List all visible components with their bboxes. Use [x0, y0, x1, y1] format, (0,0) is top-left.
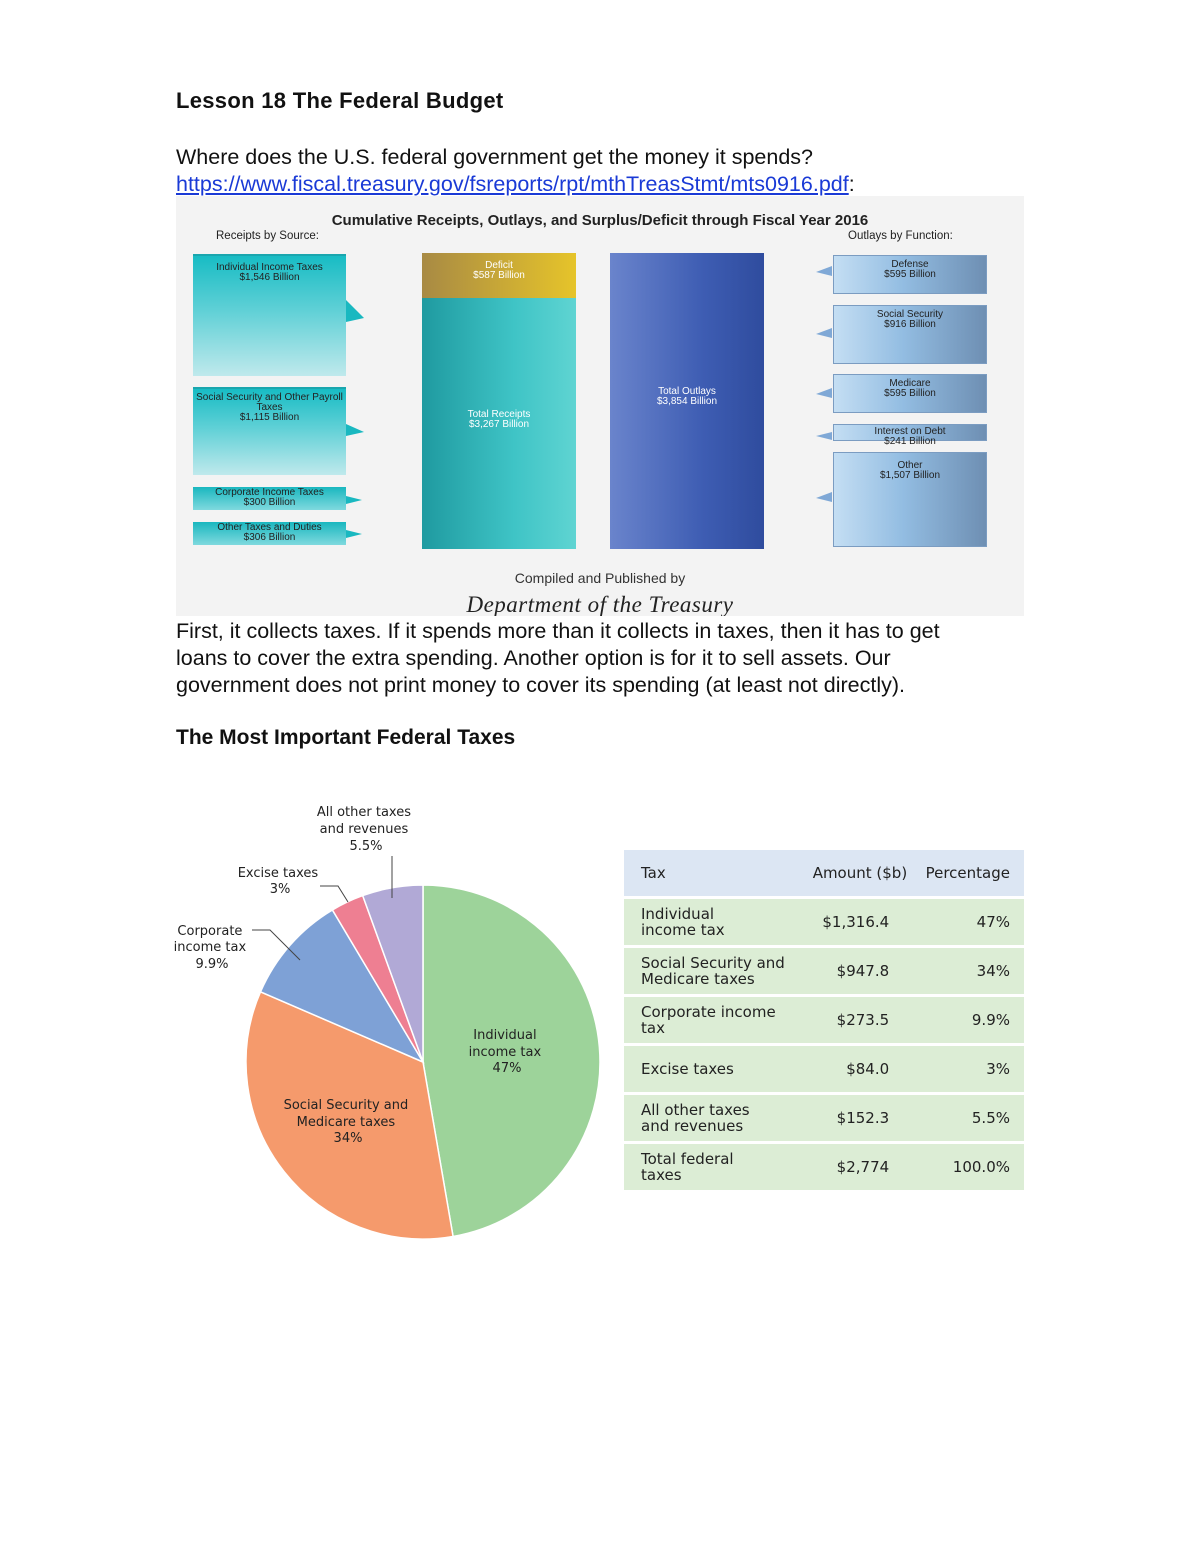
- receipt-box-individual: Individual Income Taxes $1,546 Billion: [193, 254, 346, 376]
- cell-tax-line: tax: [641, 1019, 665, 1037]
- cell-amount: $1,316.4: [802, 898, 915, 947]
- question-text: Where does the U.S. federal government get the money it spends?: [176, 145, 814, 169]
- outlays-heading: Outlays by Function:: [848, 230, 953, 242]
- treasury-report-link[interactable]: https://www.fiscal.treasury.gov/fsreports/rpt/mthTreasStmt/mts0916.pdf: [176, 172, 849, 196]
- total-outlays-bar: Total Outlays $3,854 Billion: [610, 253, 764, 549]
- cell-amount: $2,774: [802, 1143, 915, 1191]
- label-individual-income-tax: Individual income tax 47%: [468, 1028, 542, 1076]
- cell-tax-line: Corporate income: [641, 1003, 776, 1021]
- table-row: [624, 1045, 1024, 1094]
- paragraph-line-3: government does not print money to cover its spending (at least not directly).: [176, 673, 905, 697]
- source-line: [176, 171, 855, 198]
- cell-tax: [624, 947, 802, 996]
- cell-tax: [624, 996, 802, 1045]
- cell-tax-line: taxes: [641, 1166, 682, 1184]
- federal-taxes-table: [624, 850, 1024, 1190]
- cell-percentage: 9.9%: [915, 996, 1024, 1045]
- cell-tax: [624, 1094, 802, 1143]
- cell-tax-line: Total federal: [641, 1150, 734, 1168]
- cell-tax-line: All other taxes: [641, 1101, 750, 1119]
- cell-tax-line: and revenues: [641, 1117, 744, 1135]
- outlay-box-other: Other $1,507 Billion: [833, 452, 987, 547]
- receipts-heading: Receipts by Source:: [216, 230, 319, 242]
- cell-tax-line: Excise taxes: [641, 1060, 734, 1078]
- outlay-box-social-security: Social Security $916 Billion: [833, 305, 987, 364]
- receipt-box-other: Other Taxes and Duties $306 Billion: [193, 522, 346, 545]
- treasury-budget-figure: [176, 196, 1024, 616]
- cell-percentage: 100.0%: [915, 1143, 1024, 1191]
- outlay-box-medicare: Medicare $595 Billion: [833, 374, 987, 413]
- paragraph-line-2: loans to cover the extra spending. Another option is for it to sell assets. Our: [176, 646, 891, 670]
- compiled-by-text: Compiled and Published by: [514, 570, 686, 586]
- cell-tax: [624, 1045, 802, 1094]
- deficit-bar: Deficit $587 Billion: [422, 253, 576, 298]
- header-percentage: Percentage: [915, 850, 1024, 898]
- cell-amount: $84.0: [802, 1045, 915, 1094]
- cell-tax: [624, 1143, 802, 1191]
- cell-amount: $273.5: [802, 996, 915, 1045]
- table-header-row: [624, 850, 1024, 898]
- cell-tax-line: Social Security and: [641, 954, 785, 972]
- cell-tax: [624, 898, 802, 947]
- total-receipts-bar: Total Receipts $3,267 Billion: [422, 298, 576, 549]
- link-suffix: :: [848, 172, 855, 196]
- table-row: [624, 1094, 1024, 1143]
- section-heading: The Most Important Federal Taxes: [176, 726, 516, 749]
- outlay-box-defense: Defense $595 Billion: [833, 255, 987, 294]
- cell-amount: $947.8: [802, 947, 915, 996]
- table-row: [624, 1143, 1024, 1191]
- cell-tax-line: Medicare taxes: [641, 970, 755, 988]
- receipt-box-payroll: Social Security and Other Payroll Taxes $1,115 Billion: [193, 387, 346, 475]
- header-amount: Amount ($b): [802, 850, 915, 898]
- cell-tax-line: Individual: [641, 905, 715, 923]
- cell-percentage: 5.5%: [915, 1094, 1024, 1143]
- federal-taxes-pie-chart: [170, 800, 620, 1250]
- receipt-box-corporate: Corporate Income Taxes $300 Billion: [193, 487, 346, 510]
- table-row: [624, 898, 1024, 947]
- cell-percentage: 34%: [915, 947, 1024, 996]
- cell-tax-line: income tax: [641, 921, 725, 939]
- label-social-security-medicare: Social Security and Medicare taxes 34%: [283, 1098, 409, 1146]
- label-corporate-income-tax: Corporate income tax 9.9%: [173, 924, 247, 972]
- cell-percentage: 47%: [915, 898, 1024, 947]
- cell-amount: $152.3: [802, 1094, 915, 1143]
- cell-percentage: 3%: [915, 1045, 1024, 1094]
- outlay-box-interest: Interest on Debt $241 Billion: [833, 424, 987, 441]
- label-all-other-taxes: All other taxes and revenues 5.5%: [316, 805, 412, 854]
- table-row: [624, 996, 1024, 1045]
- paragraph-line-1: First, it collects taxes. If it spends more than it collects in taxes, then it has to get: [176, 619, 940, 643]
- header-tax: Tax: [624, 850, 802, 898]
- treasury-figure-title: Cumulative Receipts, Outlays, and Surplus/Deficit through Fiscal Year 2016: [331, 212, 869, 229]
- label-excise-taxes: Excise taxes 3%: [237, 866, 319, 897]
- page-title: Lesson 18 The Federal Budget: [176, 88, 504, 113]
- department-name: Department of the Treasury: [466, 592, 734, 616]
- table-row: [624, 947, 1024, 996]
